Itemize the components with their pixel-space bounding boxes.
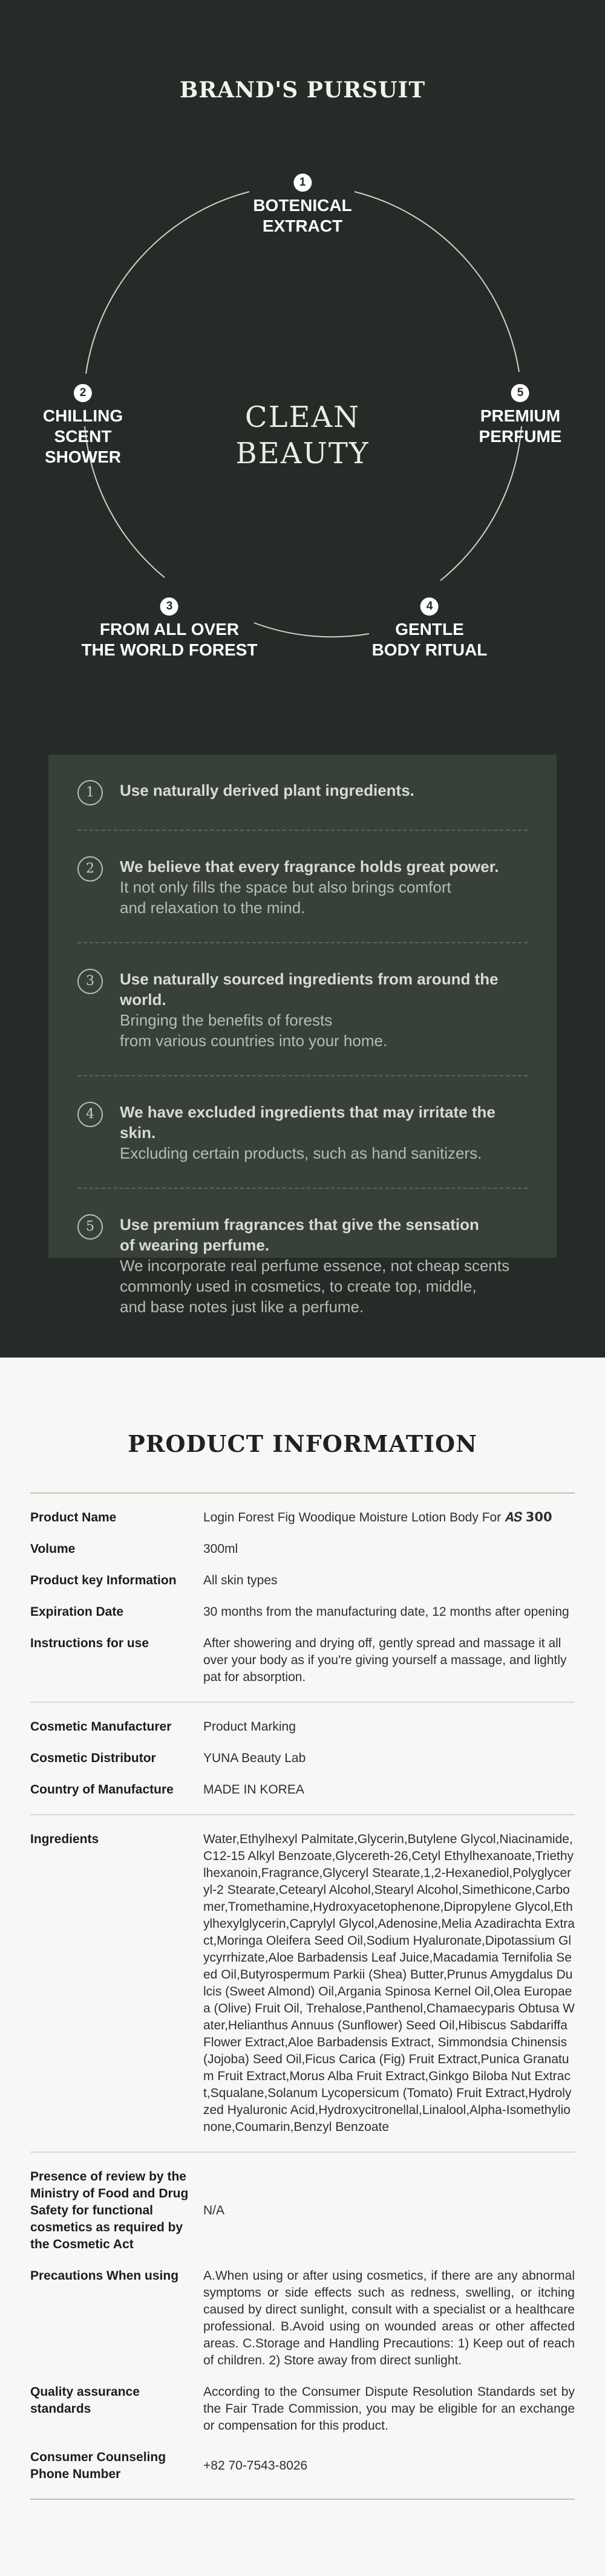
row-label: Cosmetic Manufacturer (30, 1720, 172, 1734)
step-number: 3 (160, 597, 178, 616)
info-row-instructions (30, 1628, 575, 1693)
row-value: 30 months from the manufacturing date, 12 months after opening (203, 1605, 569, 1619)
feature-desc: Bringing the benefits of forests from various countries into your home. (120, 1011, 388, 1050)
feature-number: 1 (77, 780, 103, 805)
feature-number: 2 (77, 856, 103, 882)
row-value: A.When using or after using cosmetics, if there are any abnormal symptoms or side effects such as redness, swelling, or itching caused by direct sunlight, consult with a specialist or a healthcare professional. B.Avoid using on wounded areas or other affected areas. C.Storage and Handling Precautions: 1) Keep out of reach of children. 2) Store away from direct sunlight. (203, 2269, 575, 2367)
row-label: Expiration Date (30, 1605, 124, 1619)
step-label: BOTENICAL EXTRACT (253, 196, 352, 235)
info-row-phone-number (30, 2442, 575, 2490)
row-label: Product Name (30, 1511, 117, 1524)
feature-title: Use premium fragrances that give the sensation of wearing perfume. (120, 1215, 479, 1254)
info-row-distributor (30, 1743, 575, 1774)
feature-title: Use naturally sourced ingredients from around the world. (120, 970, 499, 1009)
cycle-arc-1-5 (355, 192, 519, 372)
row-label: Product key Information (30, 1573, 177, 1587)
step-number: 5 (511, 384, 529, 402)
info-row-volume (30, 1534, 575, 1565)
row-value: All skin types (203, 1573, 278, 1587)
center-label-line1: CLEAN (244, 400, 361, 434)
row-value: 300ml (203, 1542, 238, 1556)
feature-title: We believe that every fragrance holds great power. (120, 857, 499, 876)
step-number: 4 (420, 597, 439, 616)
step-label: FROM ALL OVER THE WORLD FOREST (81, 620, 258, 659)
step-number: 2 (74, 384, 92, 402)
clean-beauty-label (0, 399, 605, 472)
step-number: 1 (293, 174, 312, 192)
row-label: Cosmetic Distributor (30, 1751, 156, 1765)
info-row-precautions (30, 2260, 575, 2376)
row-label: Consumer Counseling Phone Number (30, 2450, 166, 2481)
info-row-mfds-review (30, 2161, 575, 2260)
row-value: Login Forest Fig Woodique Moisture Lotion Body For 𝑨𝑺 𝟯𝟬𝟬 (203, 1511, 552, 1524)
row-label: Quality assurance standards (30, 2385, 140, 2416)
feature-desc: It not only fills the space but also brings comfort and relaxation to the mind. (120, 878, 451, 917)
product-info-title: PRODUCT INFORMATION (128, 1430, 477, 1457)
cycle-arc-2-1 (86, 192, 249, 374)
row-value: MADE IN KOREA (203, 1783, 304, 1797)
row-value: According to the Consumer Dispute Resolution Standards set by the Fair Trade Commission, you may be eligible for an exchange or compensation for this product. (203, 2385, 575, 2433)
feature-item (77, 1076, 528, 1189)
info-row-quality-assurance (30, 2376, 575, 2442)
step-label: CHILLING SCENT SHOWER (42, 406, 123, 466)
feature-number: 3 (77, 969, 103, 994)
cycle-diagram (0, 0, 605, 683)
row-value: Product Marking (203, 1720, 296, 1734)
info-row-product-name (30, 1502, 575, 1534)
feature-item (77, 943, 528, 1076)
row-label: Presence of review by the Ministry of Food and Drug Safety for functional cosmetics as required by the Cosmetic Act (30, 2170, 189, 2251)
row-label: Country of Manufacture (30, 1783, 174, 1797)
feature-item (77, 1189, 528, 1341)
step-label: GENTLE BODY RITUAL (371, 620, 488, 659)
row-label: Instructions for use (30, 1636, 149, 1650)
row-value: Water,Ethylhexyl Palmitate,Glycerin,Butylene Glycol,Niacinamide,C12-15 Alkyl Benzoate,Glycereth-26,Cetyl Ethylhexanoate,Triethylhexanoin,Fragrance,Glyceryl Stearate,1,2-Hexanediol,Polyglyceryl-2 Stearate,Cetearyl Alcohol,Stearyl Alcohol,Simethicone,Carbomer,Tromethamine,Hydroxyacetophenone,Dipropylene Glycol,Ethylhexylglycerin,Caprylyl Glycol,Adenosine,Melia Azadirachta Extract,Moringa Oleifera Seed Oil,Sodium Hyaluronate,Dipotassium Glycyrrhizate,Aloe Barbadensis Leaf Juice,Macadamia Ternifolia Seed Oil,Butyrospermum Parkii (Shea) Butter,Prunus Amygdalus Dulcis (Sweet Almond) Oil,Argania Spinosa Kernel Oil,Olea Europaea (Olive) Fruit Oil, Trehalose,Panthenol,Chamaecyparis Obtusa Water,Helianthus Annuus (Sunflower) Seed Oil,Hibiscus Sabdariffa Flower Extract,Aloe Barbadensis Extract, Simmondsia Chinensis (Jojoba) Seed Oil,Ficus Carica (Fig) Fruit Extract,Punica Granatum Fruit Extract,Morus Alba Fruit Extract,Ginkgo Biloba Nut Extract,Squalane,Solanum Lycopersicum (Tomato) Fruit Extract,Hydrolyzed Hyaluronic Acid,Hydroxycitronellal,Linalool,Alpha-Isomethylionone,Coumarin,Benzyl Benzoate (203, 1832, 575, 2134)
cycle-arc-4-3 (254, 623, 369, 637)
product-information-section (0, 1358, 605, 2576)
info-group-manufacturer (30, 1703, 575, 1815)
row-value: After showering and drying off, gently spread and massage it all over your body as if you're giving yourself a massage, and lightly pat for absorption. (203, 1636, 567, 1684)
row-label: Volume (30, 1542, 76, 1556)
cycle-step-3 (82, 597, 258, 660)
features-panel (48, 755, 557, 1316)
row-value: N/A (203, 2204, 225, 2217)
row-value: YUNA Beauty Lab (203, 1751, 306, 1765)
cycle-step-4 (372, 597, 488, 660)
feature-number: 4 (77, 1102, 103, 1127)
step-label: PREMIUM PERFUME (479, 406, 562, 446)
feature-item (77, 755, 528, 831)
info-group-ingredients (30, 1815, 575, 2153)
feature-desc: Excluding certain products, such as hand sanitizers. (120, 1144, 482, 1162)
info-group-basic (30, 1494, 575, 1703)
info-row-manufacturer (30, 1711, 575, 1743)
info-group-regulatory (30, 2153, 575, 2500)
brand-title: BRAND'S PURSUIT (179, 77, 426, 103)
row-value: +82 70-7543-8026 (203, 2459, 308, 2473)
feature-desc: We incorporate real perfume essence, not cheap scents commonly used in cosmetics, to create top, middle, and base notes just like a perfume. (120, 1257, 510, 1316)
info-row-expiration-date (30, 1596, 575, 1628)
cycle-step-1 (253, 174, 352, 236)
feature-number: 5 (77, 1214, 103, 1240)
product-info-table (30, 1492, 575, 2500)
info-row-key-information (30, 1565, 575, 1596)
feature-item (77, 831, 528, 943)
info-row-ingredients (30, 1824, 575, 2143)
center-label-line2: BEAUTY (235, 437, 370, 470)
info-row-country (30, 1774, 575, 1806)
row-label: Ingredients (30, 1832, 99, 1846)
feature-title: We have excluded ingredients that may irritate the skin. (120, 1103, 495, 1142)
row-label: Precautions When using (30, 2269, 179, 2283)
feature-title: Use naturally derived plant ingredients. (120, 781, 414, 799)
